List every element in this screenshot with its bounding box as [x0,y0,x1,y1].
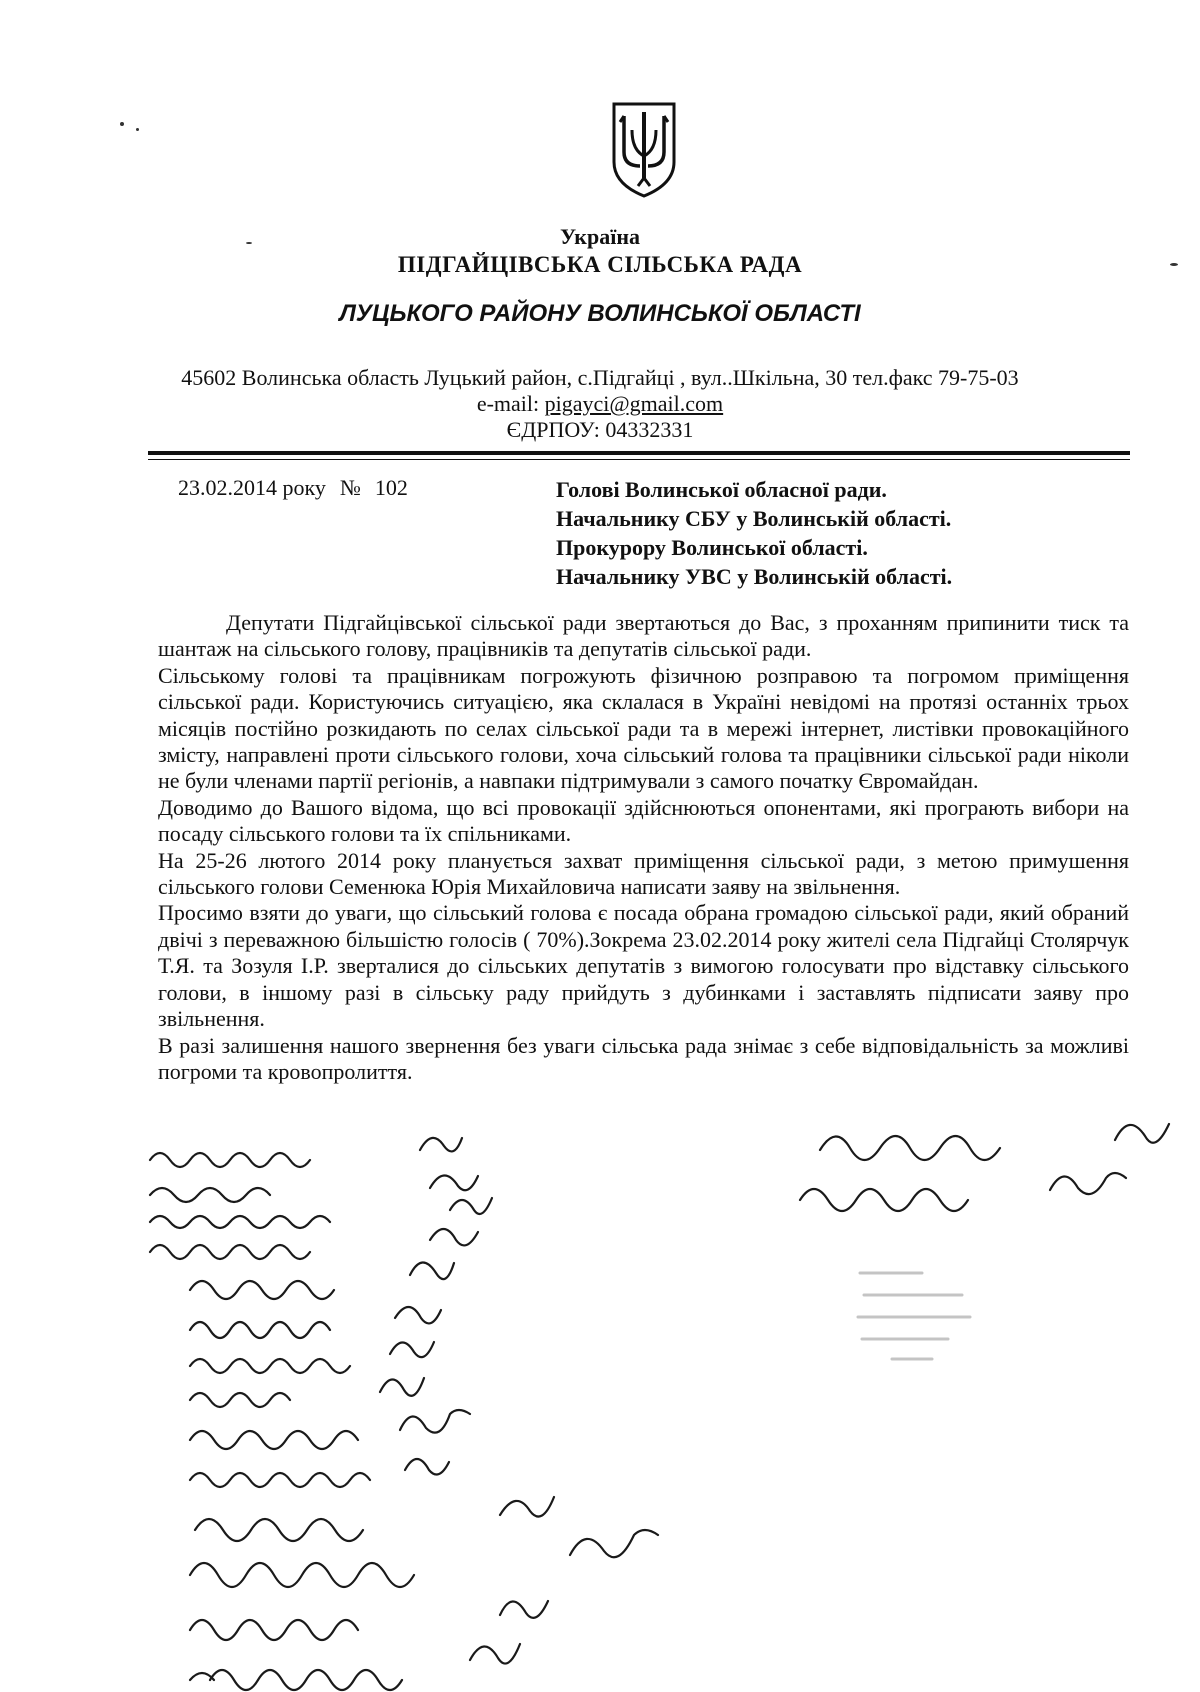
letter-number: 102 [374,475,408,500]
letter-date: 23.02.2014 року [178,475,326,500]
addressee-line: Начальнику СБУ у Волинській області. [556,506,952,531]
scan-speck [120,122,124,126]
body-paragraph: В разі залишення нашого звернення без уваги сільська рада знімає з себе відповідальність за можливі погроми та кровопролиття. [158,1032,1129,1084]
email-label: e-mail: [476,391,540,416]
scan-speck [246,242,252,244]
addressee-line: Прокурору Волинської області. [556,535,868,560]
country-name: Україна [559,224,641,249]
email-link[interactable]: pigayci@gmail.com [544,391,724,416]
body-paragraph: Просимо взяти до уваги, що сільський голова є посада обрана громадою сільської ради, який обраний двічі з переважною більшістю голосів ( 70%).Зокрема 23.02.2014 року жителі села Підгайці Столярчук Т.Я. та Зозуля І.Р. зверталися до сільських депутатів з вимогою голосувати про відставку сільського голови, в іншому разі в сільську раду прийдуть з дубинками і заставлять підписати заяву про звільнення. [158,900,1129,1032]
scan-speck [1170,263,1178,266]
body-paragraph: Депутати Підгайцівської сільської ради звертаються до Вас, з проханням припинити тиск та шантаж на сільського голову, працівників та депутатів сільської ради. [158,610,1129,662]
council-name: ПІДГАЙЦІВСЬКА СІЛЬСЬКА РАДА [397,252,803,277]
district-name: ЛУЦЬКОГО РАЙОНУ ВОЛИНСЬКОЇ ОБЛАСТІ [339,300,861,327]
number-sign: № [339,475,361,500]
faded-stamp [852,1255,982,1375]
body-paragraph: Доводимо до Вашого відома, що всі провокації здійснюються опонентами, які програють вибори на посаду сільського голови та їх спільниками. [158,794,1129,847]
addressee-line: Голові Волинської обласної ради. [556,477,887,502]
body-paragraph: На 25-26 лютого 2014 року планується захват приміщення сільської ради, з метою примушення сільського голови Семенюка Юрія Михайловича написати заяву на звільнення. [158,847,1129,900]
edrpou-code: ЄДРПОУ: 04332331 [506,417,694,442]
body-paragraph: Сільському голові та працівникам погрожують фізичною розправою та погромом приміщення сільської ради. Користуючись ситуацією, яка склалася в Україні невідомі на протязі останніх трьох місяців постійно розкидають по селах сільської ради та в мережі інтернет, листівки провокаційного змісту, направлені проти сільського голови, хоча сільський голова та працівники сільської ради ніколи не були членами партії регіонів, а навпаки підтримували з самого початку Євромайдан. [158,662,1129,794]
postal-address: 45602 Волинська область Луцький район, с.Підгайці , вул..Шкільна, 30 тел.факс 79-75-03 [181,365,1019,390]
addressee-line: Начальнику УВС у Волинській області. [556,564,953,589]
scan-speck [136,128,139,131]
